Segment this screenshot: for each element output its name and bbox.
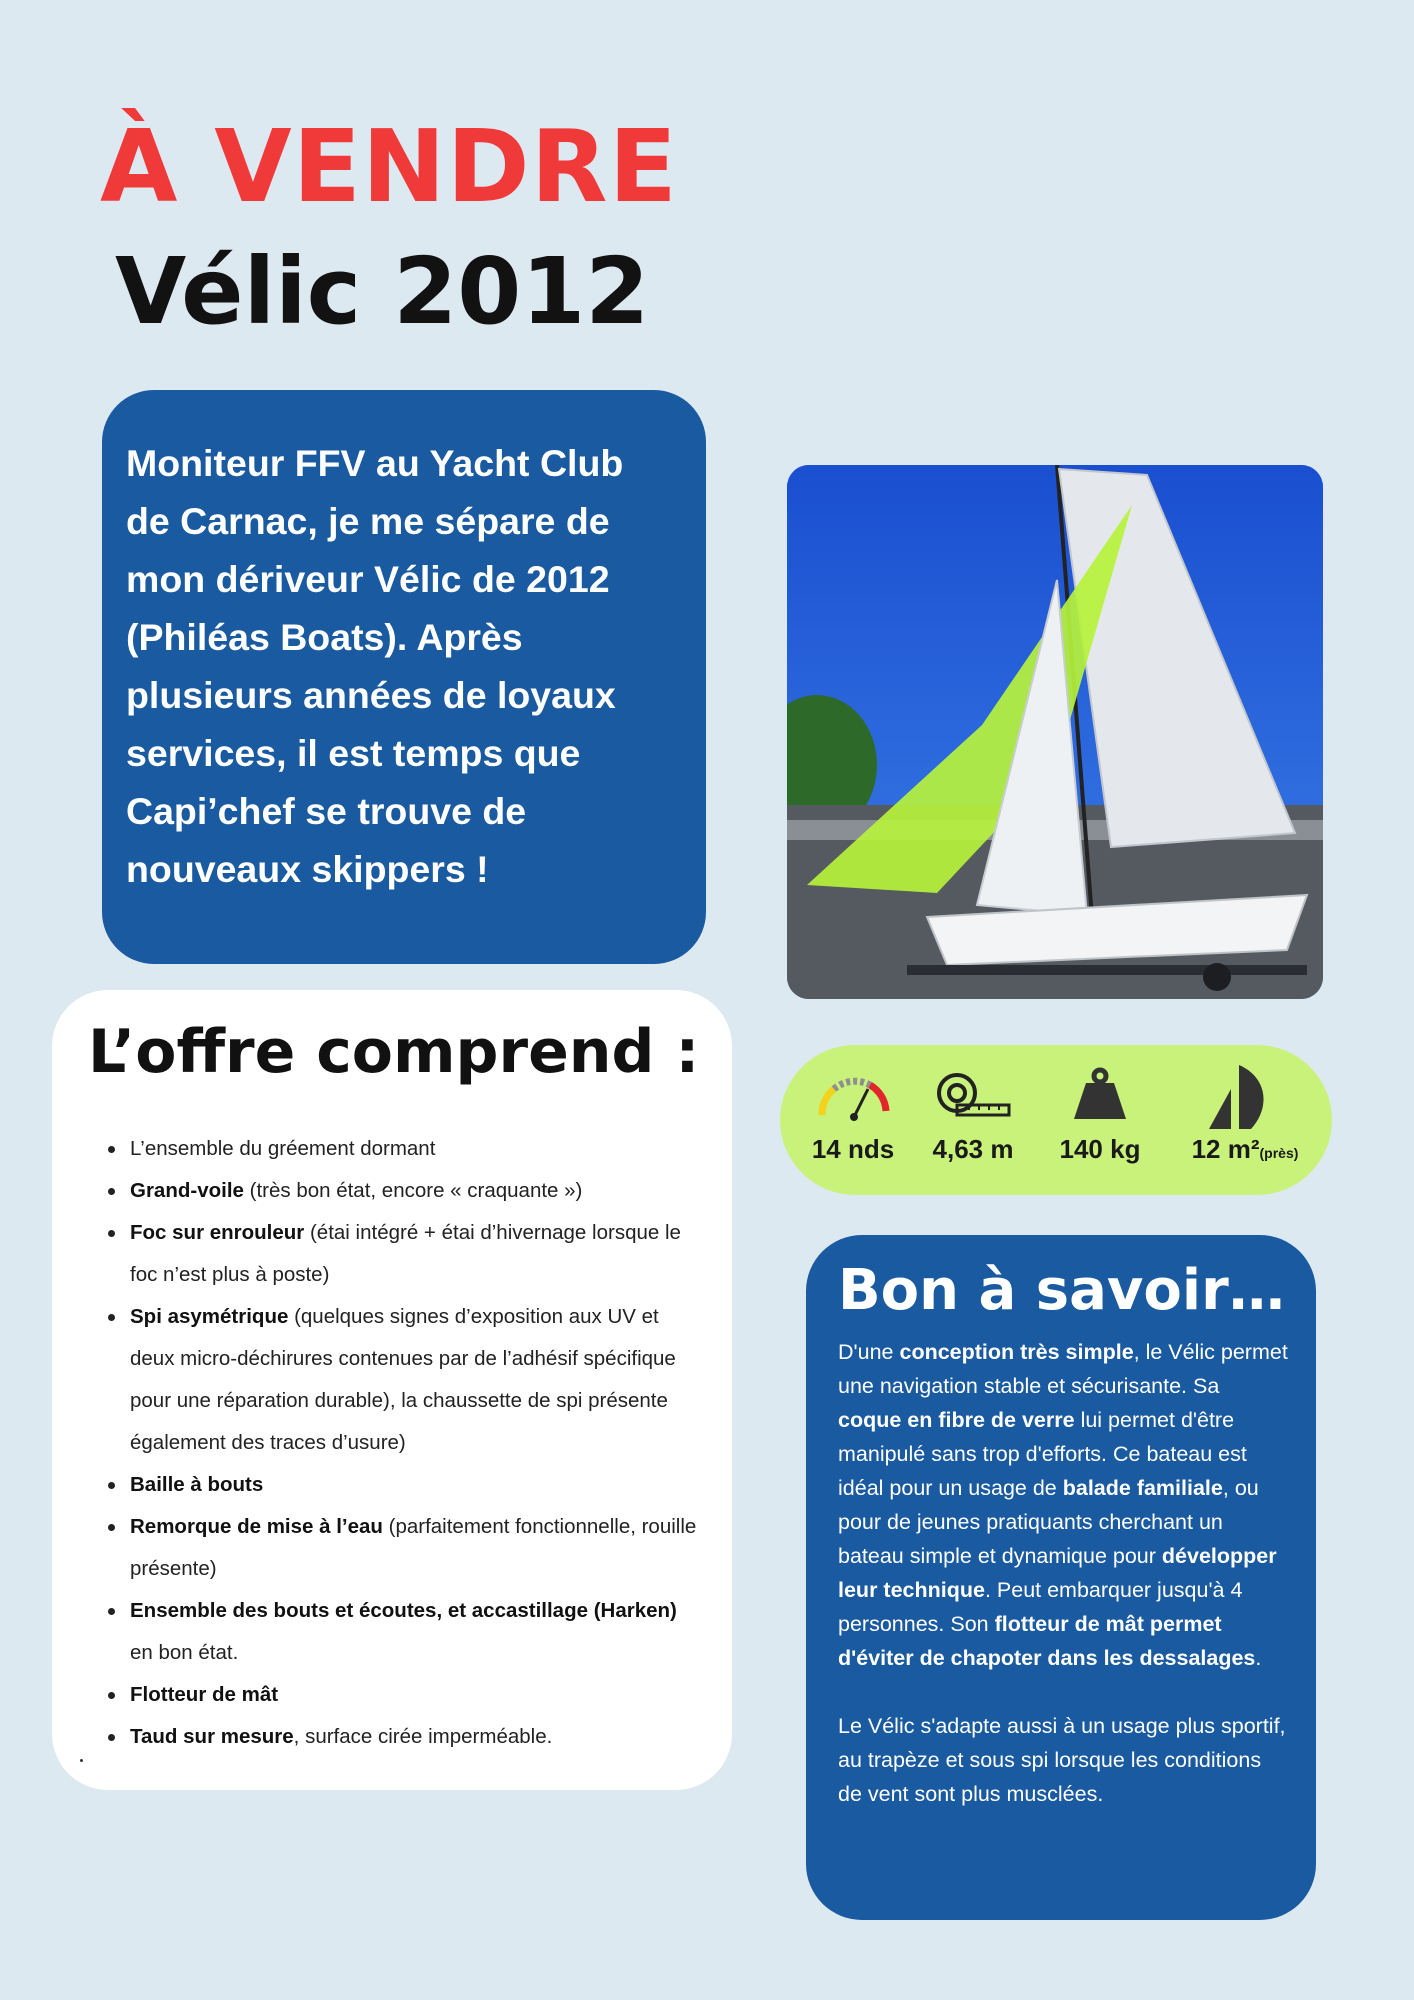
list-item: Baille à bouts <box>116 1464 702 1506</box>
spec-speed-value: 14 nds <box>811 1134 895 1164</box>
list-item: Spi asymétrique (quelques signes d’exposition aux UV et deux micro-déchirures contenues par de l’adhésif spécifique pour une réparation durable), la chaussette de spi présente également des traces d’usure) <box>116 1296 702 1464</box>
spec-length-value: 4,63 m <box>932 1134 1014 1164</box>
list-item: Flotteur de mât <box>116 1674 702 1716</box>
spec-weight-value: 140 kg <box>1059 1134 1141 1164</box>
trailer <box>907 965 1307 975</box>
list-item: Taud sur mesure, surface cirée imperméable. <box>116 1716 702 1758</box>
offer-list <box>88 1128 702 1758</box>
headline: À VENDRE <box>100 108 678 225</box>
spec-sail-area <box>1165 1045 1325 1195</box>
sail-icon <box>1205 1063 1275 1133</box>
spec-length <box>913 1045 1033 1195</box>
intro-text: Moniteur FFV au Yacht Club de Carnac, je me sépare de mon dériveur Vélic de 2012 (Philéas Boats). Après plusieurs années de loyaux services, il est temps que Capi’chef se trouve de nouveaux skippers ! <box>126 442 624 890</box>
specs-bar <box>780 1045 1332 1195</box>
offer-title: L’offre comprend : <box>88 1017 700 1087</box>
good-to-know-paragraph-2: Le Vélic s'adapte aussi à un usage plus sportif, au trapèze et sous spi lorsque les conditions de vent sont plus musclées. <box>838 1714 1286 1806</box>
list-item: Remorque de mise à l’eau (parfaitement fonctionnelle, rouille présente) <box>116 1506 702 1590</box>
trailer-wheel <box>1203 963 1231 991</box>
spec-sail-area-value: 12 m²(près) <box>1191 1134 1299 1164</box>
good-to-know-paragraph: D'une conception très simple, le Vélic permet une navigation stable et sécurisante. Sa coque en fibre de verre lui permet d'être manipulé sans trop d'efforts. Ce bateau est idéal pour un usage de balade familiale, ou pour de jeunes pratiquants cherchant un bateau simple et dynamique pour développer leur technique. Peut embarquer jusqu'à 4 personnes. Son flotteur de mât permet d'éviter de chapoter dans les dessalages. <box>838 1340 1288 1670</box>
list-item: Ensemble des bouts et écoutes, et accastillage (Harken) en bon état. <box>116 1590 702 1674</box>
sailboat-illustration <box>787 465 1323 999</box>
boat-title: Vélic 2012 <box>115 238 650 345</box>
spec-weight <box>1040 1045 1160 1195</box>
list-item: Foc sur enrouleur (étai intégré + étai d’hivernage lorsque le foc n’est plus à poste) <box>116 1212 702 1296</box>
intro-card <box>102 390 706 964</box>
spec-speed <box>798 1045 908 1195</box>
tape-measure-icon <box>933 1071 1013 1121</box>
good-to-know-card <box>806 1235 1316 1920</box>
speedometer-icon <box>814 1071 894 1121</box>
stray-dot <box>80 1759 83 1762</box>
list-item: Grand-voile (très bon état, encore « craquante ») <box>116 1170 702 1212</box>
boat-photo <box>787 465 1323 999</box>
good-to-know-title: Bon à savoir… <box>838 1258 1285 1323</box>
offer-card <box>52 990 732 1790</box>
weight-icon <box>1070 1067 1130 1121</box>
list-item: L’ensemble du gréement dormant <box>116 1128 702 1170</box>
